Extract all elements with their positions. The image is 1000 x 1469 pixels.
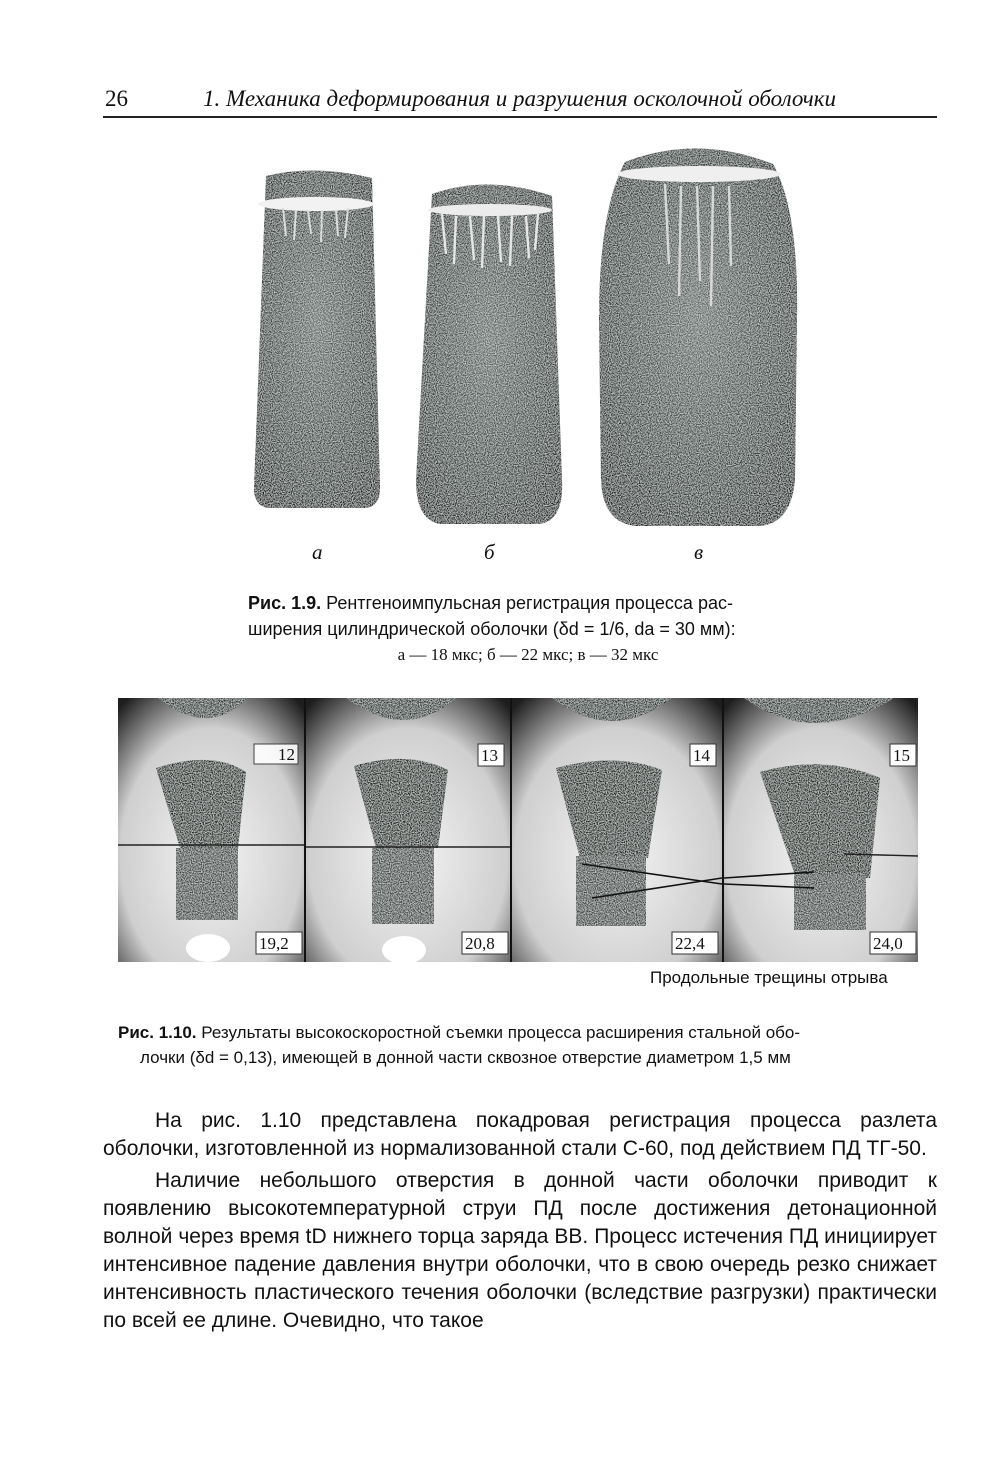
figure-1-9-label: Рис. 1.9. bbox=[248, 593, 322, 613]
caption-1-9-line-2: ширения цилиндрической оболочки (δd = 1/6, da = 30 мм): bbox=[248, 619, 736, 639]
frame-12-label: 12 bbox=[278, 745, 295, 764]
frame-13-value: 20,8 bbox=[465, 934, 495, 953]
figure-1-10-caption bbox=[118, 1020, 930, 1070]
figure-1-10 bbox=[118, 698, 918, 962]
caption-1-10-line-2: лочки (δd = 0,13), имеющей в донной части сквозное отверстие диаметром 1,5 мм bbox=[140, 1048, 791, 1067]
figure-1-9 bbox=[240, 140, 810, 540]
paragraph-1: На рис. 1.10 представлена покадровая регистрация процесса разлета оболочки, изготовленной из нормализованной стали С-60, под действием ПД ТГ-50. bbox=[103, 1109, 937, 1160]
subfigure-label-b: б bbox=[484, 540, 495, 564]
video-frame-15 bbox=[724, 698, 918, 962]
frame-14-value: 22,4 bbox=[675, 934, 705, 953]
subfigure-label-a: а bbox=[312, 540, 323, 564]
figure-1-9-caption bbox=[248, 590, 808, 668]
figure-1-10-label: Рис. 1.10. bbox=[118, 1023, 197, 1042]
running-title: 1. Механика деформирования и разрушения осколочной оболочки bbox=[203, 86, 837, 111]
frame-14-label: 14 bbox=[693, 746, 710, 765]
frame-15-value: 24,0 bbox=[873, 934, 903, 953]
video-frame-13 bbox=[306, 698, 510, 962]
subfigure-label-c: в bbox=[694, 540, 704, 564]
frame-13-label: 13 bbox=[481, 746, 498, 765]
caption-1-10-line-1: Результаты высокоскоростной съемки процесса расширения стальной обо- bbox=[201, 1023, 801, 1042]
video-frame-14 bbox=[512, 698, 722, 962]
caption-1-9-line-3: а — 18 мкс; б — 22 мкс; в — 32 мкс bbox=[397, 645, 659, 664]
caption-1-9-line-1: Рентгеноимпульсная регистрация процесса рас- bbox=[326, 593, 733, 613]
body-text bbox=[103, 1107, 937, 1339]
xray-shell-b bbox=[412, 180, 564, 528]
video-frame-12 bbox=[118, 698, 304, 962]
page-number: 26 bbox=[105, 86, 128, 111]
frame-12-value: 19,2 bbox=[259, 934, 289, 953]
paragraph-2: Наличие небольшого отверстия в донной части оболочки приводит к появлению высокотемпературной струи ПД после достижения детонационной волной через время tD нижнего торца заряда ВВ. Процесс истечения ПД инициирует интенсивное падение давления внутри оболочки, что в свою очередь резко снижает интенсивность пластического течения оболочки (вследствие разгрузки) практически по всей ее длине. Очевидно, что такое bbox=[103, 1169, 937, 1332]
xray-shell-c bbox=[595, 140, 800, 530]
page-header bbox=[103, 84, 937, 118]
crack-annotation: Продольные трещины отрыва bbox=[650, 968, 888, 987]
frame-15-label: 15 bbox=[893, 746, 910, 765]
xray-shell-a bbox=[248, 168, 383, 513]
